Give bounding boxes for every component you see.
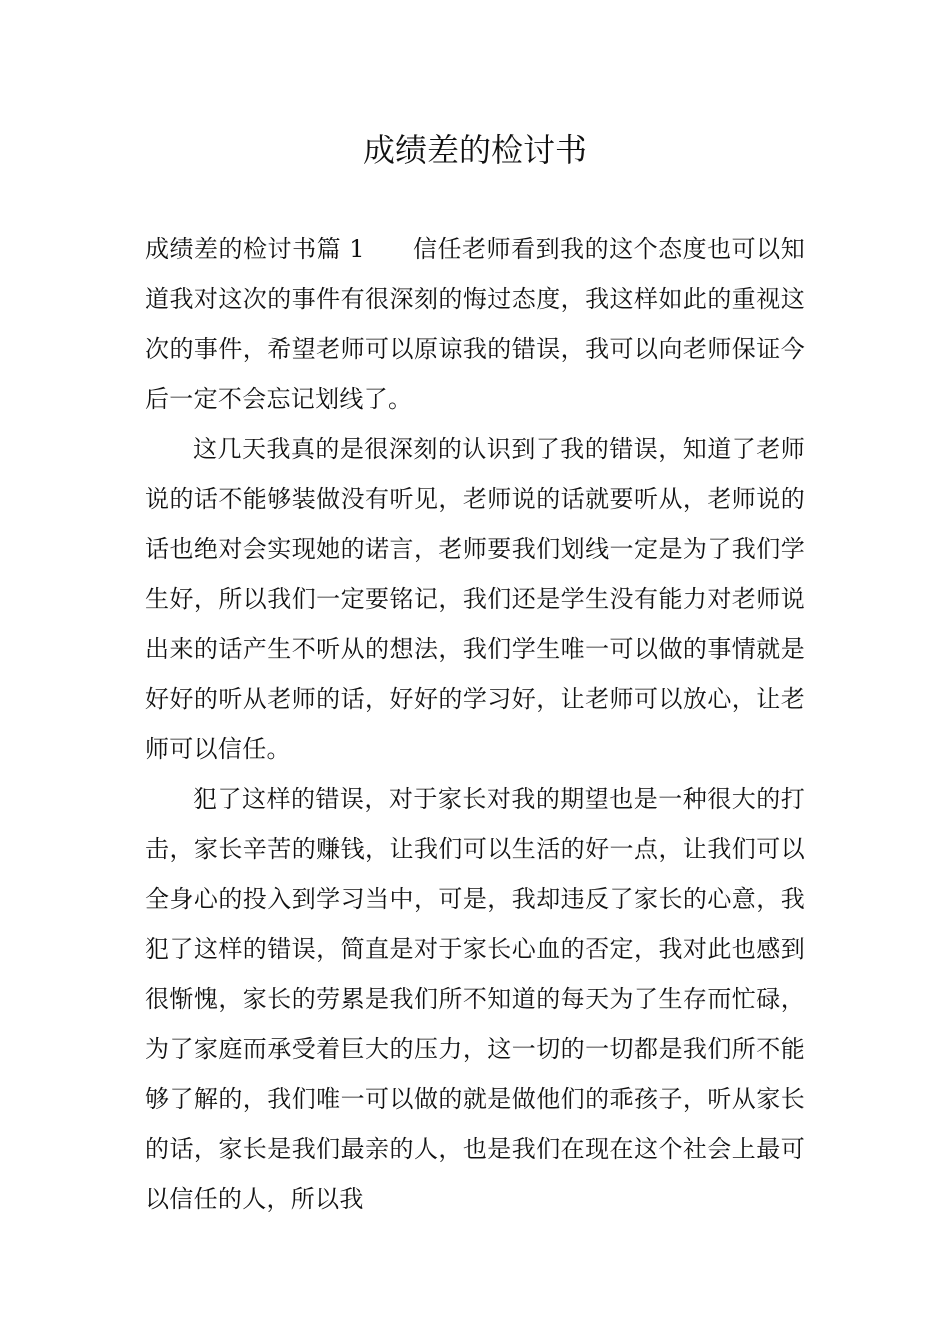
document-body: [145, 224, 805, 1224]
page-title: 成绩差的检讨书: [362, 131, 587, 169]
paragraph-2: 这几天我真的是很深刻的认识到了我的错误，知道了老师说的话不能够装做没有听见，老师说的话就要听从，老师说的话也绝对会实现她的诺言，老师要我们划线一定是为了我们学生好，所以我们一定要铭记，我们还是学生没有能力对老师说出来的话产生不听从的想法，我们学生唯一可以做的事情就是好好的听从老师的话，好好的学习好，让老师可以放心，让老师可以信任。: [145, 435, 805, 763]
paragraph-1-text: 信任老师看到我的这个态度也可以知道我对这次的事件有很深刻的悔过态度，我这样如此的重视这次的事件，希望老师可以原谅我的错误，我可以向老师保证今后一定不会忘记划线了。: [145, 235, 805, 413]
section-label: 成绩差的检讨书篇 1: [145, 235, 365, 263]
paragraph-1: [145, 224, 805, 424]
paragraph-3: 犯了这样的错误，对于家长对我的期望也是一种很大的打击，家长辛苦的赚钱，让我们可以生活的好一点，让我们可以全身心的投入到学习当中，可是，我却违反了家长的心意，我犯了这样的错误，简直是对于家长心血的否定，我对此也感到很惭愧，家长的劳累是我们所不知道的每天为了生存而忙碌，为了家庭而承受着巨大的压力，这一切的一切都是我们所不能够了解的，我们唯一可以做的就是做他们的乖孩子，听从家长的话，家长是我们最亲的人，也是我们在现在这个社会上最可以信任的人，所以我: [145, 785, 805, 1213]
